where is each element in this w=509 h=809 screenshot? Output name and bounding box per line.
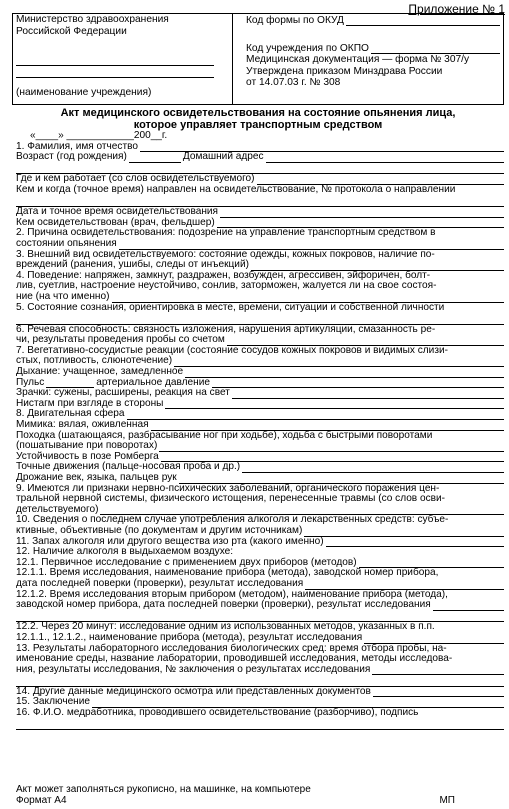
neuro-label-cont-1: тральной нервной системы, физического истощения, перенесенные травмы (со слов осви- [16,493,445,505]
okud-label: Код формы по ОКУД [246,14,344,26]
referral-label: Кем и когда (точное время) направлен на освидетельствование, № протокола о направлении [16,183,456,195]
behavior-label-cont-2: ние (на что именно) [16,290,110,302]
lab-label: 13. Результаты лабораторного исследования биологических сред: время отбора пробы, на- [16,642,447,654]
neuro-label: 9. Имеются ли признаки нервно-психических заболеваний, органического поражения цен- [16,482,440,494]
header-divider [232,13,233,105]
okud-field[interactable] [346,17,500,26]
odor-field[interactable] [326,538,504,547]
gait-field[interactable] [159,443,504,452]
tremor-label: Дрожание век, языка, пальцев рук [16,472,177,483]
other-data-field[interactable] [373,688,504,697]
vegetative-label-cont: стых, потливость, слюнотечение) [16,355,173,367]
speech-label: 6. Речевая способность: связность изложения, нарушения артикуляции, смазанность ре- [16,323,436,335]
footer-format: Формат А4 [16,795,67,806]
pressure-field[interactable] [212,379,504,388]
alcohol-use-field[interactable] [304,528,504,537]
motor-label: 8. Двигательная сфера [16,408,125,420]
nystagmus-label: Нистагм при взгляде в стороны [16,397,164,409]
breathing-label: Дыхание: учащенное, замедленное [16,366,184,378]
ministry-block [16,14,228,99]
footer [16,784,504,806]
lab-label-cont-2: ния, результаты исследования, № заключения о результатах исследования [16,663,371,675]
vegetative-label: 7. Вегетативно-сосудистые реакции (состояние сосудов кожных покровов и видимых слизи- [16,344,448,356]
reason-label-cont: состоянии опьянения [16,237,117,249]
test-2-label-cont: заводской номер прибора, дата последней поверки (проверки), результат исследования [16,599,431,611]
consciousness-field[interactable] [16,313,504,325]
lab-label-cont-1: именование среды, название лаборатории, проводившей исследования, методы исследова- [16,653,453,665]
behavior-label-cont-1: лив, суетлив, настроение неустойчиво, сонлив, заторможен, жалуется ли на свое состоя- [16,280,437,292]
ministry-line-1: Министерство здравоохранения [16,14,169,25]
pupils-field[interactable] [232,390,504,399]
facial-label: Мимика: вялая, оживленная [16,419,149,431]
gait-label-cont: (пошатывание при поворотах) [16,440,158,452]
appearance-label-cont: вреждений (ранения, ушибы, следы от инъекций) [16,259,249,271]
alcohol-use-label: 10. Сведения о последнем случае употребления алкоголя и лекарственных средств: субъе- [16,514,449,526]
reason-label: 2. Причина освидетельствования: подозрение на управление транспортным средством в [16,227,436,239]
exam-date-label: Дата и точное время освидетельствования [16,206,219,218]
okpo-field[interactable] [371,45,500,54]
signature-label: 16. Ф.И.О. медработника, проводившего освидетельствование (разборчиво), подпись [16,707,419,719]
age-label: Возраст (год рождения) [16,151,127,163]
form-codes-block [246,14,504,89]
ministry-line-2: Российской Федерации [16,26,127,37]
exam-date-field[interactable] [220,209,504,218]
vegetative-field[interactable] [174,358,504,367]
motor-field[interactable] [127,411,505,420]
date-line: «____» ____________200__г. [30,130,168,141]
age-field[interactable] [129,154,181,163]
nystagmus-field[interactable] [165,400,504,409]
title-line-2: которое управляет транспортным средством [133,119,383,131]
item-name-label: 1. Фамилия, имя отчество [16,140,138,152]
consciousness-label: 5. Состояние сознания, ориентировка в месте, времени, ситуации и собственной личности [16,301,445,313]
lab-field[interactable] [372,666,504,675]
test-2-label: 12.1.2. Время исследования вторым прибором (методом), наименование прибора (метода), [16,588,448,600]
signature-field[interactable] [16,719,504,731]
form-line-1: Медицинская документация — форма № 307/у [246,54,470,65]
appendix-label: Приложение № 1 [408,2,505,16]
appearance-label: 3. Внешний вид освидетельствуемого: состояние одежды, кожных покровов, наличие по- [16,248,435,260]
breathing-field[interactable] [185,369,504,378]
institution-field-1[interactable] [16,54,214,66]
stamp-place-label: МП [439,795,455,806]
address-field[interactable] [266,154,504,163]
breath-alcohol-label: 12. Наличие алкоголя в выдыхаемом воздухе: [16,546,234,558]
precision-label: Точные движения (пальце-носовая проба и др.) [16,461,241,473]
form-body [16,131,504,730]
odor-label: 11. Запах алкоголя или другого вещества изо рта (какого именно) [16,535,324,547]
form-line-3: от 14.07.03 г. № 308 [246,77,341,88]
romberg-label: Устойчивость в позе Ромберга [16,450,159,462]
institution-caption: (наименование учреждения) [16,87,152,98]
conclusion-label: 15. Заключение [16,696,91,708]
primary-test-label: 12.1. Первичное исследование с применением двух приборов (методов) [16,556,357,568]
test-2-field[interactable] [433,602,504,611]
okpo-label: Код учреждения по ОКПО [246,42,369,54]
speech-label-cont: чи, результаты проведения пробы со счетом [16,334,225,346]
behavior-label: 4. Поведение: напряжен, замкнут, раздражен, возбужден, агрессивен, эйфоричен, болт- [16,269,431,281]
address-label: Домашний адрес [182,151,264,163]
form-line-2: Утверждена приказом Минздрава России [246,65,443,77]
test-1-label: 12.1.1. Время исследования, наименование прибора (метода), заводской номер прибора, [16,567,439,579]
repeat-test-label: 12.2. Через 20 минут: исследование одним из использованных методов, указанных в п.п. [16,621,435,633]
other-data-label: 14. Другие данные медицинского осмотра или представленных документов [16,685,371,697]
pulse-label: Пульс [16,376,45,388]
institution-field-2[interactable] [16,66,214,78]
alcohol-use-label-cont: ктивные, объективные (по документам и другим источникам) [16,524,303,536]
precision-field[interactable] [242,464,504,473]
examiner-label: Кем освидетельствован (врач, фельдшер) [16,216,215,228]
pupils-label: Зрачки: сужены, расширены, реакция на свет [16,387,230,399]
repeat-test-label-cont: 12.1.1., 12.1.2., наименование прибора (метода), результат исследования [16,631,363,643]
act-title [12,107,504,131]
gait-label: Походка (шатающаяся, разбрасывание ног при ходьбе), ходьба с быстрыми поворотами [16,429,433,441]
test-1-label-cont: дата последней поверки (проверки), результат исследования [16,577,304,589]
pressure-label: артериальное давление [96,376,210,388]
neuro-label-cont-2: детельствуемого) [16,503,99,515]
work-label: Где и кем работает (со слов освидетельствуемого) [16,173,255,185]
title-line-1: Акт медицинского освидетельствования на состояние опьянения лица, [60,107,456,119]
footer-note: Акт может заполняться рукописно, на машинке, на компьютере [16,784,311,795]
